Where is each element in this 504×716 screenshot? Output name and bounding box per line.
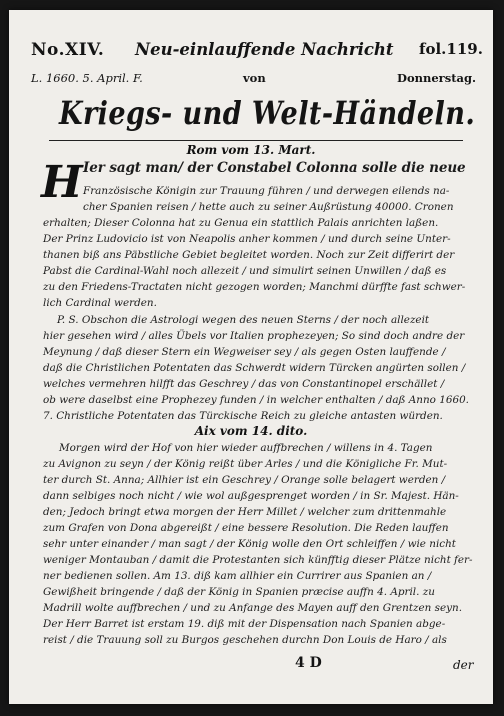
body-line: Meynung / daß dieser Stern ein Wegweiser sey / als gegen Osten lauffende / <box>43 346 446 358</box>
newspaper-page <box>9 10 493 704</box>
body-line: Ier sagt man/ der Constabel Colonna solle die neue <box>83 160 466 176</box>
newspaper-title: Neu-einlauffende Nachricht <box>135 40 394 59</box>
body-line: zu den Friedens-Tractaten nicht gezogen worden; Manchmi dürffte fast schwer- <box>43 281 466 293</box>
body-line: ob were daselbst eine Prophezey funden / in welcher enthalten / daß Anno 1660. <box>43 394 469 406</box>
body-line: thanen biß ans Päbstliche Gebiet begleitet worden. Noch zur Zeit differirt der <box>43 249 455 261</box>
body-line: Pabst die Cardinal-Wahl noch allezeit / und simulirt seinen Unwillen / daß es <box>43 265 447 277</box>
folio-number: fol.119. <box>419 40 483 58</box>
body-line: daß die Christlichen Potentaten das Schwerdt widern Türcken angürten sollen / <box>43 362 466 374</box>
weekday-label: Donnerstag. <box>397 71 477 85</box>
body-line: cher Spanien reisen / hette auch zu seiner Außrüstung 40000. Cronen <box>83 201 454 213</box>
issue-date: L. 1660. 5. April. F. <box>31 71 143 85</box>
body-line: ter durch St. Anna; Allhier ist ein Geschrey / Orange solle belagert werden / <box>43 474 446 486</box>
issue-number: No.XIV. <box>31 40 105 60</box>
body-line: lich Cardinal werden. <box>43 297 157 309</box>
body-line: Französische Königin zur Trauung führen / und derwegen eilends na- <box>83 185 450 197</box>
body-line: reist / die Trauung soll zu Burgos geschehen durchn Don Louis de Haro / als <box>43 634 447 646</box>
body-line: Morgen wird der Hof von hier wieder auffbrechen / willens in 4. Tagen <box>59 442 433 454</box>
drop-cap: H <box>41 157 83 208</box>
body-line: erhalten; Dieser Colonna hat zu Genua ein stattlich Palais anrichten laßen. <box>43 217 439 229</box>
body-line: Der Herr Barret ist erstam 19. diß mit der Dispensation nach Spanien abge- <box>43 618 446 630</box>
body-line: ner bedienen sollen. Am 13. diß kam allhier ein Currirer aus Spanien an / <box>43 570 432 582</box>
signature-mark: 4 D <box>295 655 322 671</box>
body-line: sehr unter einander / man sagt / der König wolle den Ort schleiffen / wie nicht <box>43 538 456 550</box>
catchword: der <box>453 658 474 672</box>
dateline-rome: Rom vom 13. Mart. <box>186 143 316 157</box>
body-line: Der Prinz Ludovicio ist von Neapolis anher kommen / und durch seine Unter- <box>43 233 451 245</box>
body-line: P. S. Obschon die Astrologi wegen des neuen Sterns / der noch allezeit <box>57 314 430 326</box>
body-line: den; Jedoch bringt etwa morgen der Herr Millet / welcher zum drittenmahle <box>43 506 447 518</box>
von-label: von <box>243 71 266 85</box>
body-line: Gewißheit bringende / daß der König in Spanien præcise auffn 4. April. zu <box>43 586 435 598</box>
masthead-subtitle: Kriegs- und Welt-Händeln. <box>59 94 476 132</box>
body-line: Madrill wolte auffbrechen / und zu Anfange des Mayen auff den Grentzen seyn. <box>43 602 463 614</box>
body-line: dann selbiges noch nicht / wie wol außgesprenget worden / in Sr. Majest. Hän- <box>43 490 459 502</box>
body-line: welches vermehren hilfft das Geschrey / das von Constantinopel erschället / <box>43 378 445 390</box>
body-line: zum Grafen von Dona abgereißt / eine bessere Resolution. Die Reden lauffen <box>43 522 449 534</box>
body-line: 7. Christliche Potentaten das Türckische Reich zu gleiche antasten würden. <box>43 410 443 422</box>
header-rule <box>49 140 463 141</box>
dateline-aix: Aix vom 14. dito. <box>194 424 308 438</box>
body-line: zu Avignon zu seyn / der König reißt über Arles / und die Königliche Fr. Mut- <box>43 458 448 470</box>
body-line: hier gesehen wird / alles Übels vor Italien prophezeyen; So sind doch andre der <box>43 330 465 342</box>
body-line: weniger Montauban / damit die Protestanten sich künfftig dieser Plätze nicht fer- <box>43 554 473 566</box>
